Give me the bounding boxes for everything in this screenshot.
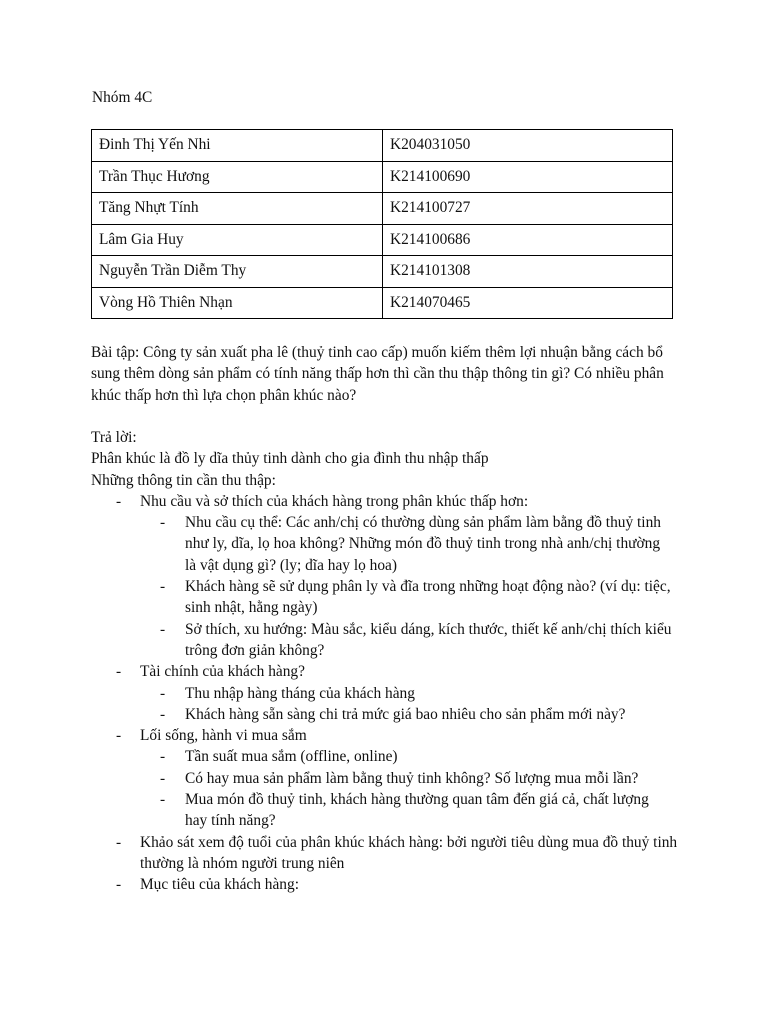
sub-list-item: [140, 683, 674, 704]
list-dash: -: [160, 791, 166, 809]
segment-statement: Phân khúc là đồ ly dĩa thủy tinh dành cho gia đình thu nhập thấp: [91, 450, 489, 468]
list-dash: -: [160, 684, 166, 702]
table-row: [92, 256, 673, 288]
list-item: [91, 725, 691, 831]
list-item-text: Lối sống, hành vi mua sắm: [140, 727, 307, 745]
sub-list-item-text: Thu nhập hàng tháng của khách hàng: [185, 684, 415, 702]
sub-list-item-text: Khách hàng sẵn sàng chi trả mức giá bao nhiêu cho sản phẩm mới này?: [185, 705, 626, 723]
list-dash: -: [160, 578, 166, 596]
sub-list-item: [140, 746, 674, 767]
member-id-cell: K204031050: [383, 130, 673, 162]
list-dash: -: [116, 876, 122, 894]
sub-list-item: [140, 576, 674, 619]
table-row: [92, 130, 673, 162]
member-name-cell: Nguyễn Trần Diễm Thy: [92, 256, 383, 288]
sub-list-item: [140, 789, 674, 832]
sub-list-item-text: Khách hàng sẽ sử dụng phân ly và đĩa trong những hoạt động nào? (ví dụ: tiệc, sinh nhật, hằng ngày): [185, 578, 671, 617]
answer-section: [91, 427, 691, 896]
member-name-cell: Vòng Hồ Thiên Nhạn: [92, 287, 383, 319]
list-dash: -: [116, 833, 122, 851]
member-id-cell: K214100686: [383, 224, 673, 256]
list-item-text: Nhu cầu và sở thích của khách hàng trong phân khúc thấp hơn:: [140, 492, 529, 510]
sub-list-item-text: Nhu cầu cụ thể: Các anh/chị có thường dùng sản phẩm làm bằng đồ thuỷ tinh như ly, dĩa, lọ hoa không? Những món đồ thuỷ tinh trong nhà anh/chị thường là vật dụng gì? (ly; dĩa hay lọ hoa): [185, 514, 661, 574]
list-item-text: Khảo sát xem độ tuổi của phân khúc khách hàng: bởi người tiêu dùng mua đồ thuỷ tinh thường là nhóm người trung niên: [140, 833, 678, 872]
table-row: [92, 224, 673, 256]
member-name-cell: Đinh Thị Yến Nhi: [92, 130, 383, 162]
sub-list-item: [140, 512, 674, 576]
list-dash: -: [160, 620, 166, 638]
member-name-cell: Lâm Gia Huy: [92, 224, 383, 256]
sub-list: [140, 683, 691, 726]
table-row: [92, 287, 673, 319]
info-heading: Những thông tin cần thu thập:: [91, 471, 276, 489]
sub-list-item: [140, 619, 674, 662]
member-id-cell: K214070465: [383, 287, 673, 319]
list-item: [91, 874, 691, 895]
group-title: Nhóm 4C: [92, 89, 153, 106]
sub-list: [140, 746, 691, 831]
list-item-text: Tài chính của khách hàng?: [140, 663, 305, 681]
member-id-cell: K214100727: [383, 193, 673, 225]
list-dash: -: [116, 727, 122, 745]
sub-list-item-text: Sở thích, xu hướng: Màu sắc, kiểu dáng, kích thước, thiết kế anh/chị thích kiểu trông đơn giản không?: [185, 620, 672, 659]
list-item-text: Mục tiêu của khách hàng:: [140, 876, 299, 894]
sub-list: [140, 512, 691, 661]
member-id-cell: K214101308: [383, 256, 673, 288]
list-item: [91, 491, 691, 661]
sub-list-item: [140, 768, 674, 789]
sub-list-item-text: Tần suất mua sắm (offline, online): [185, 748, 398, 766]
list-dash: -: [116, 663, 122, 681]
list-item: [91, 661, 691, 725]
table-row: [92, 161, 673, 193]
list-dash: -: [160, 514, 166, 532]
info-list: [91, 491, 691, 896]
question-paragraph: Bài tập: Công ty sản xuất pha lê (thuỷ tinh cao cấp) muốn kiếm thêm lợi nhuận bằng cách bổ sung thêm dòng sản phẩm có tính năng thấp hơn thì cần thu thập thông tin gì? Có nhiều phân khúc thấp hơn thì lựa chọn phân khúc nào?: [91, 344, 664, 404]
member-name-cell: Trần Thục Hương: [92, 161, 383, 193]
list-item: [91, 832, 691, 875]
member-name-cell: Tăng Nhựt Tính: [92, 193, 383, 225]
sub-list-item-text: Có hay mua sản phẩm làm bằng thuỷ tinh không? Số lượng mua mỗi lần?: [185, 769, 639, 787]
list-dash: -: [160, 705, 166, 723]
member-id-cell: K214100690: [383, 161, 673, 193]
list-dash: -: [160, 769, 166, 787]
sub-list-item-text: Mua món đồ thuỷ tinh, khách hàng thường quan tâm đến giá cả, chất lượng hay tính năng?: [185, 791, 649, 830]
members-table: [91, 129, 673, 319]
table-row: [92, 193, 673, 225]
answer-heading: Trả lời:: [91, 429, 137, 446]
list-dash: -: [116, 492, 122, 510]
sub-list-item: [140, 704, 674, 725]
list-dash: -: [160, 748, 166, 766]
